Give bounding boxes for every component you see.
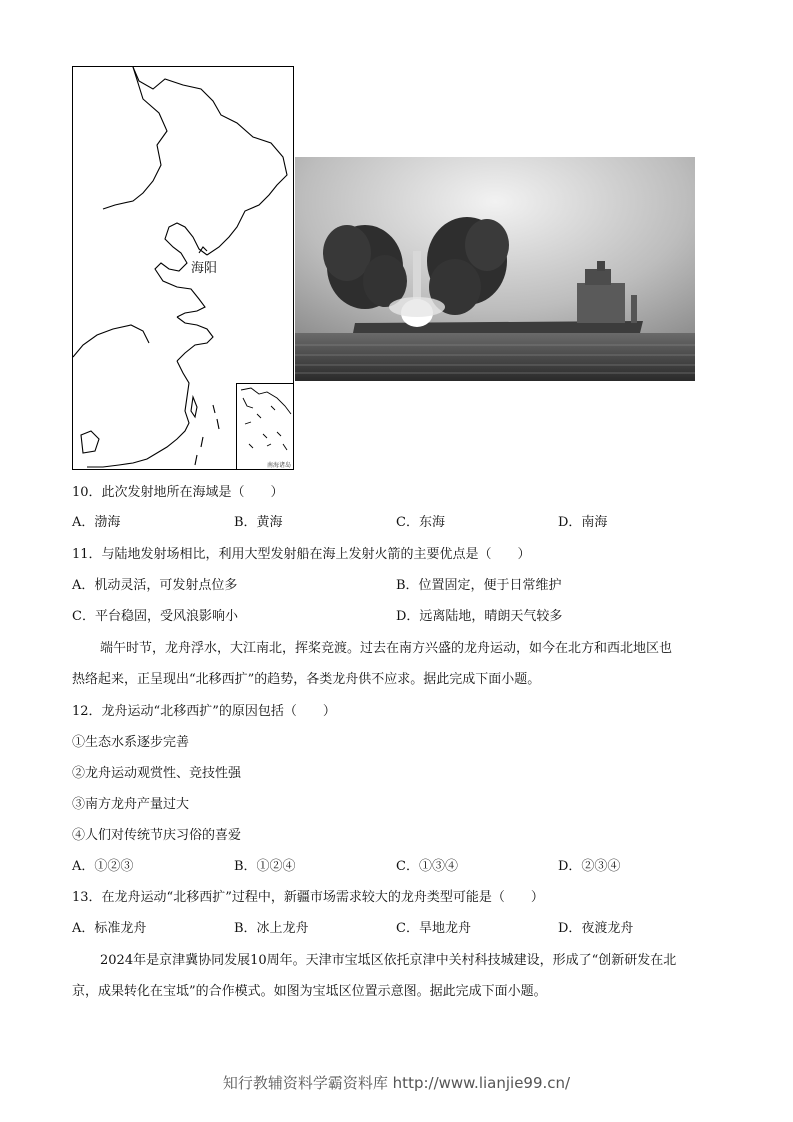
q12-item-3: ③南方龙舟产量过大 (72, 797, 190, 812)
coastline-map (72, 66, 294, 470)
q13-option-b: B．冰上龙舟 (234, 921, 309, 936)
passage-1-line-1: 端午时节，龙舟浮水，大江南北，挥桨竞渡。过去在南方兴盛的龙舟运动，如今在北方和西北地区也 (100, 641, 673, 656)
q11-option-c: C．平台稳固，受风浪影响小 (72, 609, 238, 624)
q11-option-b: B．位置固定，便于日常维护 (396, 578, 562, 593)
photo-drawing (295, 157, 695, 381)
passage-1-line-2: 热络起来，正呈现出“北移西扩”的趋势，各类龙舟供不应求。据此完成下面小题。 (72, 672, 541, 687)
q12-item-4: ④人们对传统节庆习俗的喜爱 (72, 828, 242, 843)
q13-option-d: D．夜渡龙舟 (558, 921, 634, 936)
q12-option-d: D．②③④ (558, 859, 621, 874)
question-11-stem: 11．与陆地发射场相比，利用大型发射船在海上发射火箭的主要优点是（ ） (72, 547, 531, 562)
q11-option-a: A．机动灵活，可发射点位多 (72, 578, 238, 593)
question-10-stem: 10．此次发射地所在海域是（ ） (72, 485, 284, 500)
inset-drawing (237, 384, 294, 470)
q12-item-2: ②龙舟运动观赏性、竞技性强 (72, 766, 242, 781)
passage-2-line-1: 2024年是京津冀协同发展10周年。天津市宝坻区依托京津中关村科技城建设，形成了“创新研发在北 (100, 953, 677, 968)
sea-launch-photo (295, 157, 695, 381)
south-china-sea-inset (236, 383, 294, 470)
q11-option-d: D．远离陆地，晴朗天气较多 (396, 609, 563, 624)
question-12-stem: 12．龙舟运动“北移西扩”的原因包括（ ） (72, 704, 336, 719)
q10-option-a: A．渤海 (72, 515, 121, 530)
map-label-haiyang: 海阳 (191, 261, 218, 276)
q12-option-b: B．①②④ (234, 859, 296, 874)
q10-option-d: D．南海 (558, 515, 608, 530)
inset-label: 南海诸岛 (267, 462, 292, 469)
passage-2-line-2: 京，成果转化在宝坻”的合作模式。如图为宝坻区位置示意图。据此完成下面小题。 (72, 984, 547, 999)
q12-item-1: ①生态水系逐步完善 (72, 735, 190, 750)
q13-option-c: C．旱地龙舟 (396, 921, 471, 936)
footer-watermark: 知行教辅资料学霸资料库 http://www.lianjie99.cn/ (222, 1074, 571, 1092)
q13-option-a: A．标准龙舟 (72, 921, 147, 936)
q10-option-c: C．东海 (396, 515, 445, 530)
question-13-stem: 13．在龙舟运动“北移西扩”过程中，新疆市场需求较大的龙舟类型可能是（ ） (72, 890, 544, 905)
q12-option-a: A．①②③ (72, 859, 134, 874)
q12-option-c: C．①③④ (396, 859, 458, 874)
q10-option-b: B．黄海 (234, 515, 283, 530)
